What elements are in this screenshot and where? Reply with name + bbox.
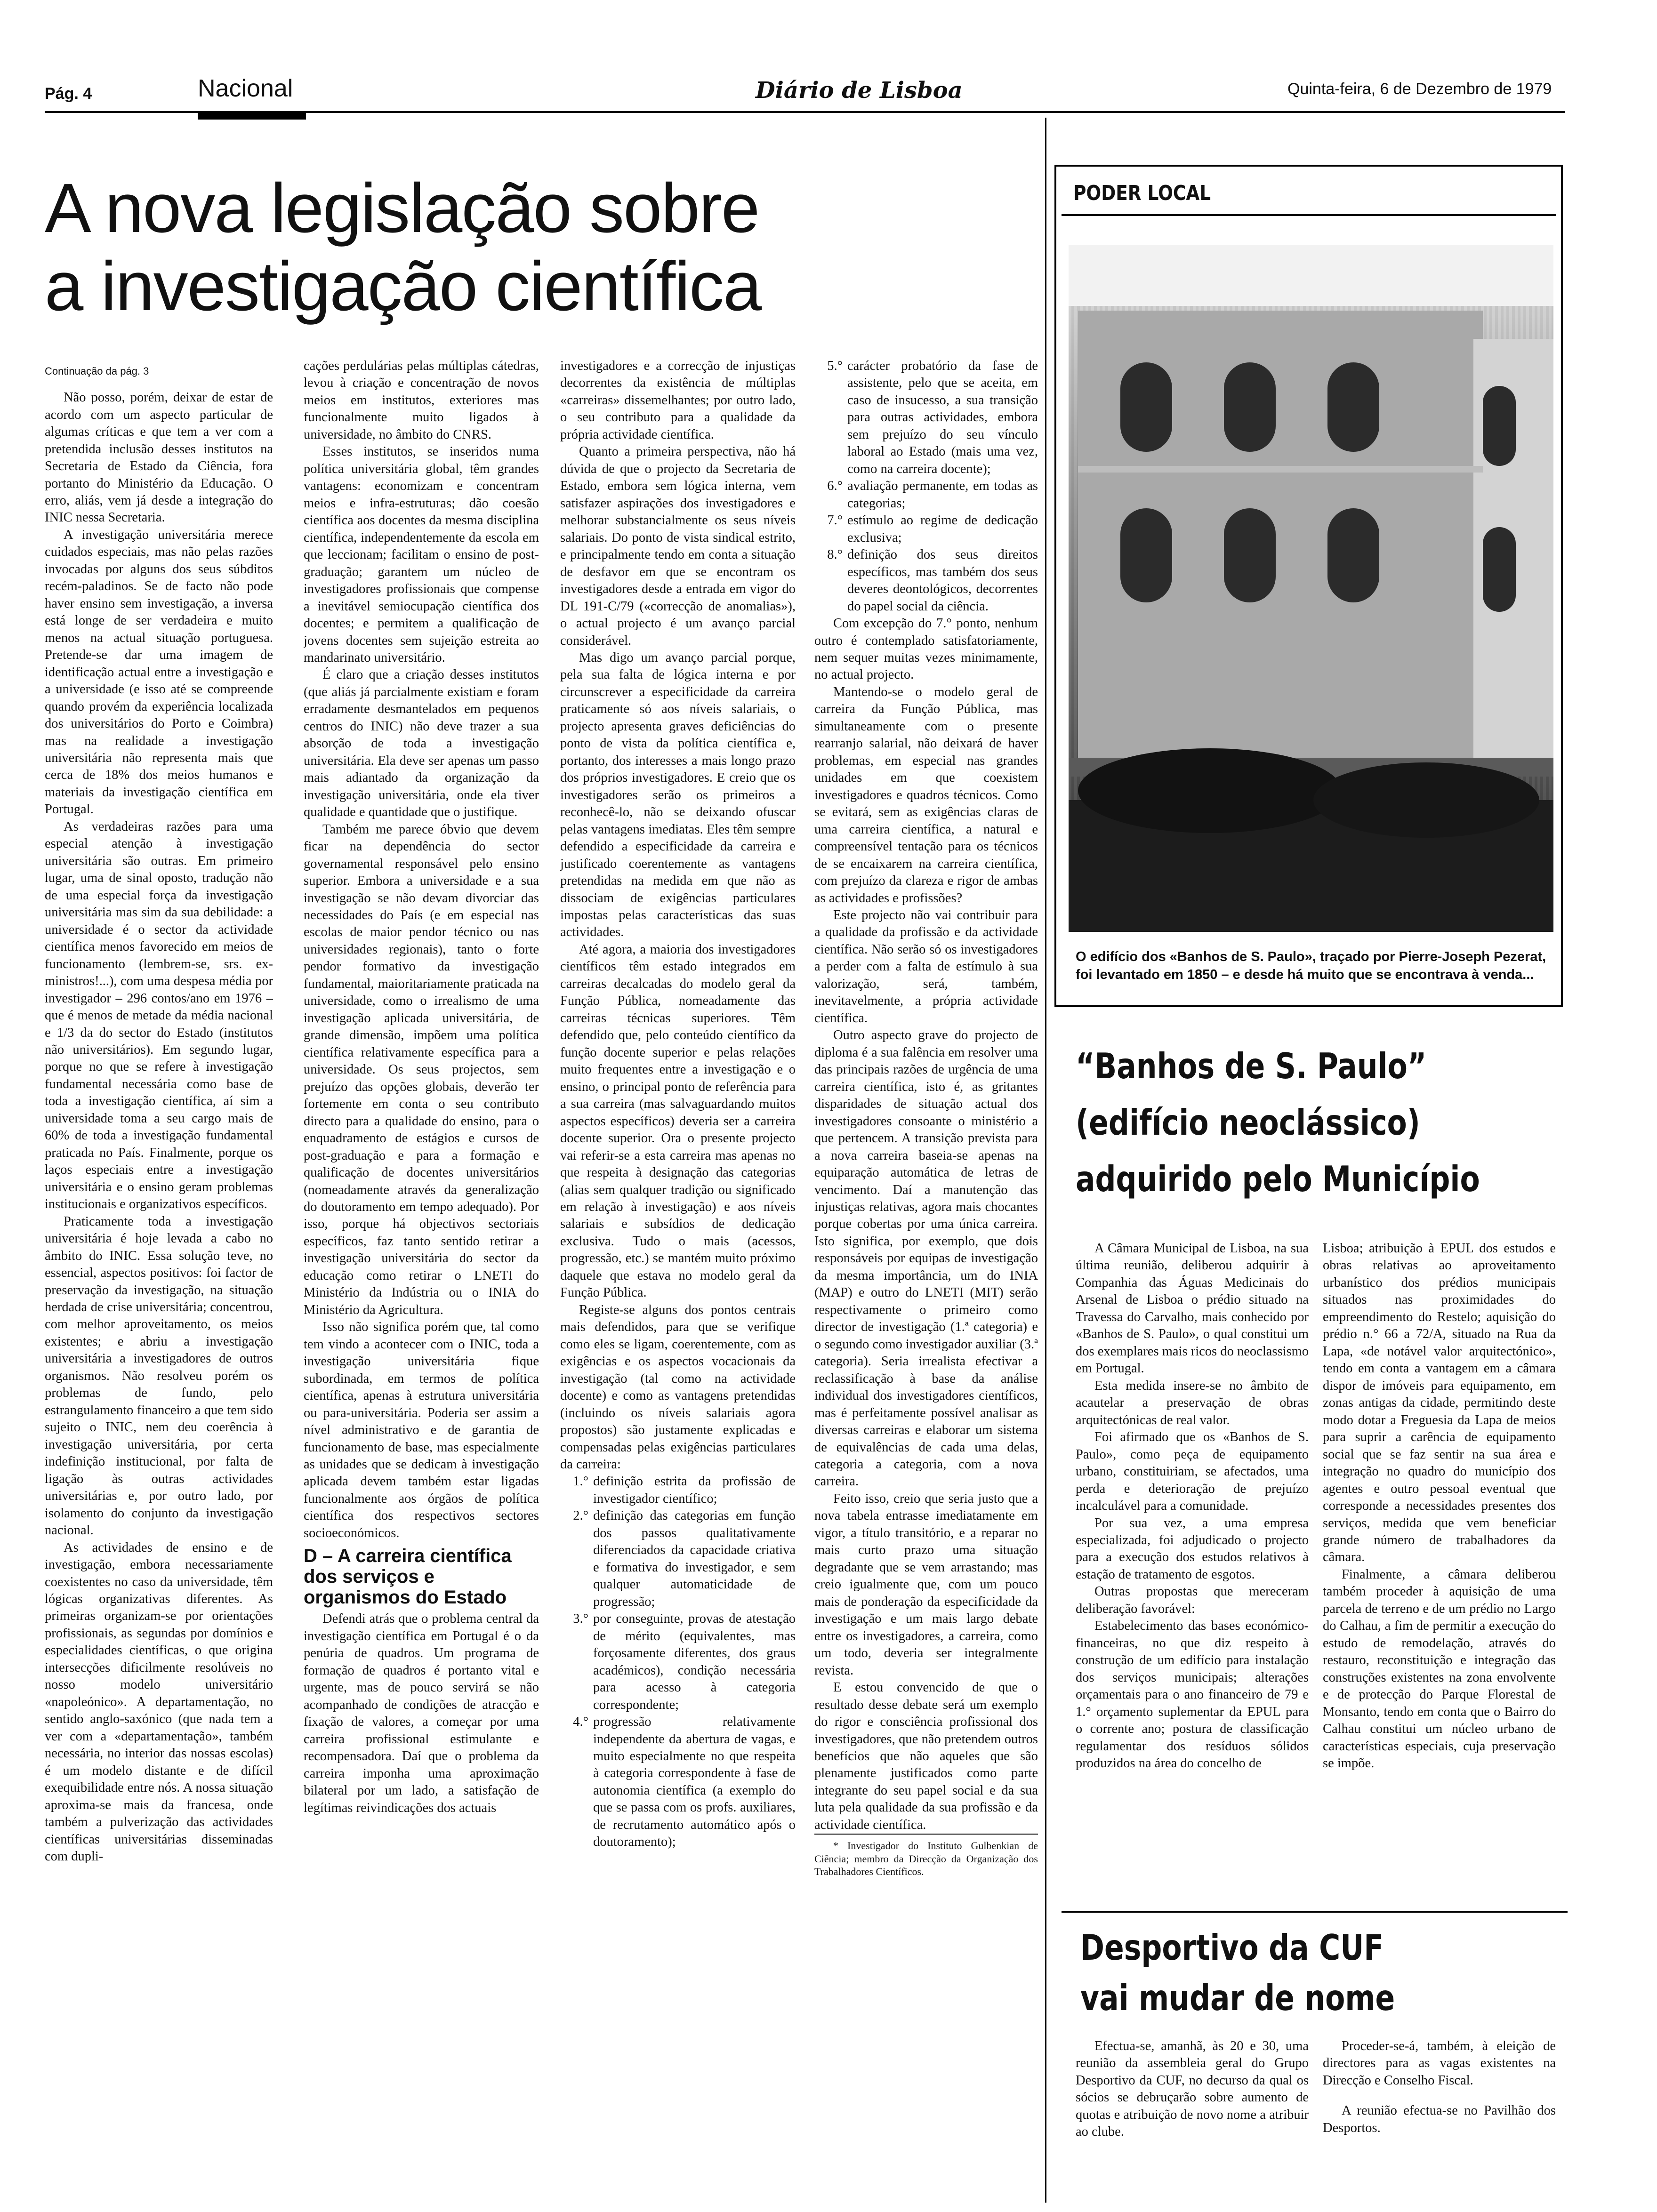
building-photo xyxy=(1069,245,1553,932)
section-label-poder-local: PODER LOCAL xyxy=(1073,181,1211,205)
article-column-4 xyxy=(814,358,1038,2203)
article-column-2 xyxy=(304,358,539,2203)
requirements-list xyxy=(560,1473,796,1851)
cuf-headline xyxy=(1080,1923,1474,2023)
paragraph: Mantendo-se o modelo geral de carreira da Função Pública, mas simultaneamente com o presente rearranjo salarial, não deixará de haver problemas, em especial nas grandes unidades em que coexistem investigadores e quadros técnicos. Como se evitará, sem as exigências claras de uma carreira científica, a natural e compreensível tentação para os técnicos de se encaixarem na carreira científica, com prejuízo da clareza e rigor de ambas as actividades e profissões? xyxy=(814,684,1038,906)
paragraph: Feito isso, creio que seria justo que a nova tabela entrasse imediatamente em vigor, a título transitório, e a reparar no mais curto prazo uma situação degradante que se vem arrastando; mas creio igualmente que, com um pouco mais de ponderação da especificidade da investigação e um mais largo debate entre os investigadores, a carreira, como um todo, deveria ser integralmente revista. xyxy=(814,1491,1038,1678)
cuf-headline-line-2: vai mudar de nome xyxy=(1080,1977,1395,2019)
banhos-column-1 xyxy=(1076,1240,1309,1852)
paragraph: As actividades de ensino e de investigação, embora necessariamente coexistentes no caso da universidade, têm lógicas organizativas diferentes. As primeiras organizam-se por orientações profissionais, as segundas por domínios e especialidades científicas, o que origina intersecções dificilmente resolúveis no nosso modelo universitário «napoleónico». A departamentação, no sentido anglo-saxónico (que nada tem a ver com a «departamentação», também necessária, no interior das nossas escolas) é um modelo distante e de difícil exequibilidade entre nós. A nossa situação aproxima-se mais da francesa, onde também a pulverização das actividades científicas universitárias disseminadas com dupli- xyxy=(45,1540,273,1864)
column-divider xyxy=(1045,118,1046,2203)
banhos-headline xyxy=(1076,1038,1480,1207)
author-footnote: * Investigador do Instituto Gulbenkian de Ciência; membro da Direcção da Organização dos Trabalhadores Científicos. xyxy=(814,1834,1038,1878)
subheading: D – A carreira científica dos serviços e organismos do Estado xyxy=(304,1546,512,1608)
paragraph: As verdadeiras razões para uma especial atenção à investigação universitária são outras. Em primeiro lugar, uma de sinal oposto, tradução não de uma especial força da investigação universitária mas sim da sua debilidade: a universidade é o sector da actividade científica menos favorecido em meios de funcionamento (lembrem-se, srs. ex-ministros!...), com uma despesa média por investigador – 296 contos/ano em 1976 – que é menos de metade da média nacional e 1/3 da do sector do Estado (institutos não universitários). Em segundo lugar, porque no que se refere à investigação fundamental necessária como base de toda a investigação científica, aí sim a universidade toma a seu cargo mais de 60% de toda a investigação fundamental praticada no País. Finalmente, porque os laços especiais entre a investigação universitária e o ensino geram problemas institucionais e organizativos específicos. xyxy=(45,819,273,1212)
requirements-list-continued xyxy=(814,358,1038,615)
paragraph: Registe-se alguns dos pontos centrais mais defendidos, para que se verifique como eles se ligam, coerentemente, com as exigências e os aspectos vocacionais da investigação (tal como na actividade docente) e como as vantagens pretendidas (incluindo os níveis salariais agora propostos) são justamente explicadas e compensadas pelas exigências particulares da carreira: xyxy=(560,1302,796,1472)
section-underline xyxy=(198,113,306,120)
banhos-column-2 xyxy=(1323,1240,1556,1852)
page-number: Pág. 4 xyxy=(45,85,92,103)
paragraph: Proceder-se-á, também, à eleição de directores para as vagas existentes na Direcção e Conselho Fiscal. xyxy=(1323,2039,1556,2088)
paragraph: investigadores e a correcção de injustiças decorrentes da existência de múltiplas «carreiras» dissemelhantes; por outro lado, o seu contributo para a qualidade da própria actividade científica. xyxy=(560,359,796,442)
paragraph: Isso não significa porém que, tal como tem vindo a acontecer com o INIC, toda a investigação universitária fique subordinada, em termos de política científica, apenas à estrutura universitária ou para-universitária. Poderia ser assim a nível administrativo e de garantia de funcionamento de base, mas especialmente as unidades que se dedicam à investigação aplicada devem também estar ligadas funcionalmente aos órgãos de política científica dos respectivos sectores socioeconómicos. xyxy=(304,1320,539,1540)
paragraph: É claro que a criação desses institutos (que aliás já parcialmente existiam e foram erradamente desmantelados em pequenos centros do INIC) não deve trazer a sua absorção de toda a investigação universitária. Ela deve ser apenas um passo mais adiantado da organização da investigação universitária, onde ela tiver qualidade e quantidade que o justifique. xyxy=(304,667,539,820)
list-item: 7.° estímulo ao regime de dedicação exclusiva; xyxy=(827,513,1038,545)
headline-line-1: A nova legislação sobre xyxy=(45,169,759,247)
list-item: 3.° por conseguinte, provas de atestação de mérito (equivalentes, mas forçosamente diferentes, dos graus académicos), condição necessária para acesso à categoria correspondente; xyxy=(573,1611,796,1712)
list-item: 6.° avaliação permanente, em todas as categorias; xyxy=(827,479,1038,511)
paragraph: Finalmente, a câmara deliberou também proceder à aquisição de uma parcela de terreno e de um prédio no Largo do Calhau, a fim de permitir a execução do estudo de remodelação, através do restauro, reconstituição e integração das construções existentes na zona envolvente e de protecção do Parque Florestal de Monsanto, tendo em conta que o Bairro do Calhau constitui um núcleo urbano de características especiais, cuja preservação se impõe. xyxy=(1323,1567,1556,1771)
section-name: Nacional xyxy=(198,75,293,102)
paragraph: Outras propostas que mereceram deliberação favorável: xyxy=(1076,1584,1309,1616)
list-item: 4.° progressão relativamente independente da abertura de vagas, e muito especialmente no que respeita à categoria correspondente à fase de autonomia científica (a exemplo do que se passa com os profs. auxiliares, de recrutamento automático após o doutoramento); xyxy=(573,1715,796,1850)
list-item: 1.° definição estrita da profissão de investigador científico; xyxy=(573,1474,796,1506)
paragraph: cações perdulárias pelas múltiplas cátedras, levou à criação e concentração de novos meios em institutos, exteriores mas funcionalmente muito ligados à universidade, no âmbito do CNRS. xyxy=(304,359,539,442)
paragraph: Não posso, porém, deixar de estar de acordo com um aspecto particular de algumas críticas e que tem a ver com a pretendida inclusão desses institutos na Secretaria de Estado da Ciência, fora portanto do Ministério da Educação. O erro, aliás, vem já desde a integração do INIC nessa Secretaria. xyxy=(45,390,273,525)
paragraph: Por sua vez, a uma empresa especializada, foi adjudicado o projecto para a execução dos estudos relativos à estação de tratamento de esgotos. xyxy=(1076,1515,1309,1582)
paragraph: Esta medida insere-se no âmbito de acautelar a preservação de obras arquitectónicas de real valor. xyxy=(1076,1378,1309,1427)
paragraph: Esses institutos, se inseridos numa política universitária global, têm grandes vantagens: economizam e concentram meios e infra-estruturas; dão coesão científica aos docentes da mesma disciplina científica, independentemente da escola em que leccionam; facilitam o ensino de post-graduação; garantem um núcleo de investigadores profissionais que compense a inevitável semiocupação científica dos docentes; e permitem a qualificação de jovens docentes sem sujeição estreita ao mandarinato universitário. xyxy=(304,444,539,665)
paragraph: Praticamente toda a investigação universitária é hoje levada a cabo no âmbito do INIC. Essa solução teve, no essencial, aspectos positivos: foi factor de preservação da investigação, na situação herdada de crise universitária; concentrou, com melhor aproveitamento, os meios existentes; e abriu a investigação universitária a investigadores de outros organismos. Não resolveu porém os problemas de fundo, pelo estrangulamento financeiro a que tem sido sujeito o INIC, nem deu coerência à investigação universitária, por certa indefinição institucional, por falta de ligação às outras actividades universitárias e, por outro lado, por isolamento do conjunto da investigação nacional. xyxy=(45,1214,273,1538)
list-item: 8.° definição dos seus direitos específicos, mas também dos seus deveres deontológicos, decorrentes do papel social da ciência. xyxy=(827,547,1038,614)
label-rule xyxy=(1062,214,1556,216)
paragraph: A reunião efectua-se no Pavilhão dos Desportos. xyxy=(1323,2103,1556,2135)
paragraph: Com excepção do 7.° ponto, nenhum outro é contemplado satisfatoriamente, nem sequer muitas vezes minimamente, no actual projecto. xyxy=(814,616,1038,682)
paragraph: Estabelecimento das bases económico-financeiras, no que diz respeito à construção de um edifício para instalação dos serviços municipais; alterações orçamentais para o ano financeiro de 79 e 1.° orçamento suplementar da EPUL para o corrente ano; postura de classificação regulamentar dos resíduos sólidos produzidos na área do concelho de xyxy=(1076,1619,1309,1771)
paragraph: Também me parece óbvio que devem ficar na dependência do sector governamental responsável pelo ensino superior. Embora a universidade e a sua investigação se não devam divorciar das necessidades do País (e em especial nas escolas de maior pendor técnico ou nas universidades regionais), tanto o forte pendor formativo da investigação fundamental, maioritariamente praticada na universidade, como o irrealismo de uma investigação aplicada universitária, de grande dimensão, impõem uma política científica relativamente específica para a universidade. Os seus projectos, sem prejuízo das opções globais, deverão ter fortemente em conta o seu contributo directo para a qualidade do ensino, para o enquadramento de estágios e cursos de post-graduação e para a formação e qualificação de docentes universitários (nomeadamente através da generalização do doutoramento em tempo adequado). Por isso, porque há objectivos sectoriais específicos, faz tanto sentido retirar a investigação universitária do sector da educação como retirar o LNETI do Ministério da Indústria ou o INIA do Ministério da Agricultura. xyxy=(304,822,539,1317)
paragraph: Outro aspecto grave do projecto de diploma é a sua falência em resolver uma das principais razões de urgência de uma carreira científica, isto é, as gritantes disparidades de situação actual dos investigadores consoante o ministério a que pertencem. A transição prevista para a nova carreira baseia-se apenas na equiparação automática de letras de vencimento. Daí a manutenção das injustiças relativas, agora mais chocantes porque cobertas por uma única carreira. Isto significa, por exemplo, que dois responsáveis por equipas de investigação da mesma importância, um do INIA (MAP) e outro do LNETI (MIT) serão respectivamente o primeiro como director de investigação (1.ª categoria) e o segundo como investigador auxiliar (3.ª categoria). Seria irrealista efectivar a reclassificação à base da análise individual dos investigadores científicos, mas é perfeitamente possível analisar as diversas carreiras e elaborar um sistema de equivalências de cada uma delas, categoria a categoria, com a nova carreira. xyxy=(814,1028,1038,1489)
photo-caption: O edifício dos «Banhos de S. Paulo», traçado por Pierre-Joseph Pezerat, foi levantado em 1850 – e desde há muito que se encontrava à venda... xyxy=(1076,949,1546,982)
article-column-3 xyxy=(560,358,796,2203)
paragraph: Lisboa; atribuição à EPUL dos estudos e obras relativas ao aproveitamento urbanístico dos prédios municipais situados nas proximidades do empreendimento do Restelo; aquisição do prédio n.° 66 a 72/A, situado na Rua da Lapa, «de notável valor arquitectónico», tendo em conta a vantagem em a câmara dispor de imóveis para equipamento, em zonas antigas da cidade, permitindo deste modo dotar a Freguesia da Lapa de meios para suprir a carência de equipamento social que se faz sentir na sua área e integração no quadro do município dos agentes e outro pessoal eventual que corresponde a necessidades presentes dos serviços, medida que vem beneficiar grande número de trabalhadores da câmara. xyxy=(1323,1241,1556,1565)
newspaper-name: Diário de Lisboa xyxy=(756,77,963,104)
continued-from: Continuação da pág. 3 xyxy=(45,365,149,377)
issue-date: Quinta-feira, 6 de Dezembro de 1979 xyxy=(1287,80,1552,98)
paragraph: Defendi atrás que o problema central da investigação científica em Portugal é o da penúria de quadros. Um programa de formação de quadros é portanto vital e urgente, mas de pouco servirá se não acompanhado de condições de atracção e fixação de valores, a começar por uma carreira profissional estimulante e recompensadora. Daí que o problema da carreira imponha uma aproximação bilateral por um lado, a satisfação de legítimas reivindicações dos actuais xyxy=(304,1611,539,1815)
list-item: 5.° carácter probatório da fase de assistente, pelo que se aceita, em caso de insucesso, a sua transição para outras actividades, embora sem prejuízo do seu vínculo laboral ao Estado (mais uma vez, como na carreira docente); xyxy=(827,359,1038,476)
banhos-headline-line-3: adquirido pelo Município xyxy=(1076,1158,1480,1200)
cuf-column-2 xyxy=(1323,2038,1556,2203)
paragraph: Foi afirmado que os «Banhos de S. Paulo», como peça de equipamento urbano, constituiriam, se afectados, uma perda e deterioração de prejuízo incalculável para a comunidade. xyxy=(1076,1430,1309,1514)
paragraph: A Câmara Municipal de Lisboa, na sua última reunião, deliberou adquirir à Companhia das Águas Medicinais do Arsenal de Lisboa o prédio situado na Travessa do Carvalho, mais conhecido por «Banhos de S. Paulo», o qual constitui um dos exemplares mais ricos do neoclassismo em Portugal. xyxy=(1076,1241,1309,1376)
article-column-1 xyxy=(45,365,273,2200)
cuf-column-1 xyxy=(1076,2038,1309,2203)
list-item: 2.° definição das categorias em função dos passos qualitativamente diferenciados da capacidade criativa e formativa do investigador, e sem qualquer automaticidade de progressão; xyxy=(573,1508,796,1609)
paragraph: Quanto a primeira perspectiva, não há dúvida de que o projecto da Secretaria de Estado, embora sem lógica interna, vem satisfazer aspirações dos investigadores e melhorar substancialmente os seus níveis salariais. Do ponto de vista sindical estrito, e principalmente tendo em conta a situação de desfavor em que se encontram os investigadores desde a entrada em vigor do DL 191-C/79 («correcção de anomalias»), o actual projecto é um avanço parcial considerável. xyxy=(560,444,796,648)
banhos-headline-line-2: (edifício neoclássico) xyxy=(1076,1102,1420,1143)
headline-line-2: a investigação científica xyxy=(45,247,761,325)
paragraph: Efectua-se, amanhã, às 20 e 30, uma reunião da assembleia geral do Grupo Desportivo da CUF, no decurso da qual os sócios se debruçarão sobre aumento de quotas e atribuição de novo nome a atribuir ao clube. xyxy=(1076,2039,1309,2140)
paragraph: Este projecto não vai contribuir para a qualidade da profissão e da actividade científica. Não serão só os investigadores a perder com a falta de estímulo à sua valorização, será, também, inevitavelmente, a própria actividade científica. xyxy=(814,908,1038,1026)
paragraph: E estou convencido de que o resultado desse debate será um exemplo do rigor e consciência profissional dos investigadores, que não pretendem outros benefícios que não aqueles que são plenamente justificados como parte integrante do seu papel social e da sua luta pela qualidade da sua profissão e da actividade científica. xyxy=(814,1680,1038,1832)
cuf-headline-line-1: Desportivo da CUF xyxy=(1080,1927,1384,1968)
article-headline xyxy=(45,169,1033,326)
paragraph: Mas digo um avanço parcial porque, pela sua falta de lógica interna e por circunscrever a especificidade da carreira praticamente só aos níveis salariais, o projecto apresenta graves deficiências do ponto de vista da política científica e, portanto, dos interesses a mais longo prazo dos próprios investigadores. E creio que os investigadores serão os primeiros a reconhecê-lo, não se deixando ofuscar pelas vantagens imediatas. Eles têm sempre defendido a especificidade da carreira e justificado coerentemente as vantagens pretendidas na medida em que não as dissociam de exigências particulares impostas pelas características das suas actividades. xyxy=(560,650,796,940)
paragraph: Até agora, a maioria dos investigadores científicos têm estado integrados em carreiras decalcadas do modelo geral da Função Pública, nomeadamente das carreiras técnicas superiores. Têm defendido que, pelo conteúdo científico da função docente superior e pelas relações muito frequentes entre a investigação e o ensino, o principal ponto de referência para a sua carreira (mas salvaguardando muitos aspectos específicos) deveria ser a carreira docente superior. Ora o presente projecto vai referir-se a esta carreira mas apenas no que respeita à designação das categorias (alias sem qualquer tradição ou significado em relação à investigação) e aos níveis salariais e subsídios de dedicação exclusiva. Tudo o mais (acessos, progressão, etc.) se mantém muito próximo daquele que estava no modelo geral da Função Pública. xyxy=(560,942,796,1300)
banhos-headline-line-1: “Banhos de S. Paulo” xyxy=(1076,1045,1427,1087)
paragraph: A investigação universitária merece cuidados especiais, mas não pelas razões invocadas por alguns dos seus súbditos recém-paladinos. Se de facto não pode haver ensino sem investigação, a inversa está longe de ser verdadeira e muito menos na actual situação portuguesa. Pretende-se dar uma imagem de identificação actual entre a investigação e a universidade (e isso até se compreende quando provém da experiência localizada dos universitários do Porto e Coimbra) mas na realidade a investigação universitária não representa mais que cerca de 18% dos meios humanos e materiais da investigação científica em Portugal. xyxy=(45,527,273,817)
